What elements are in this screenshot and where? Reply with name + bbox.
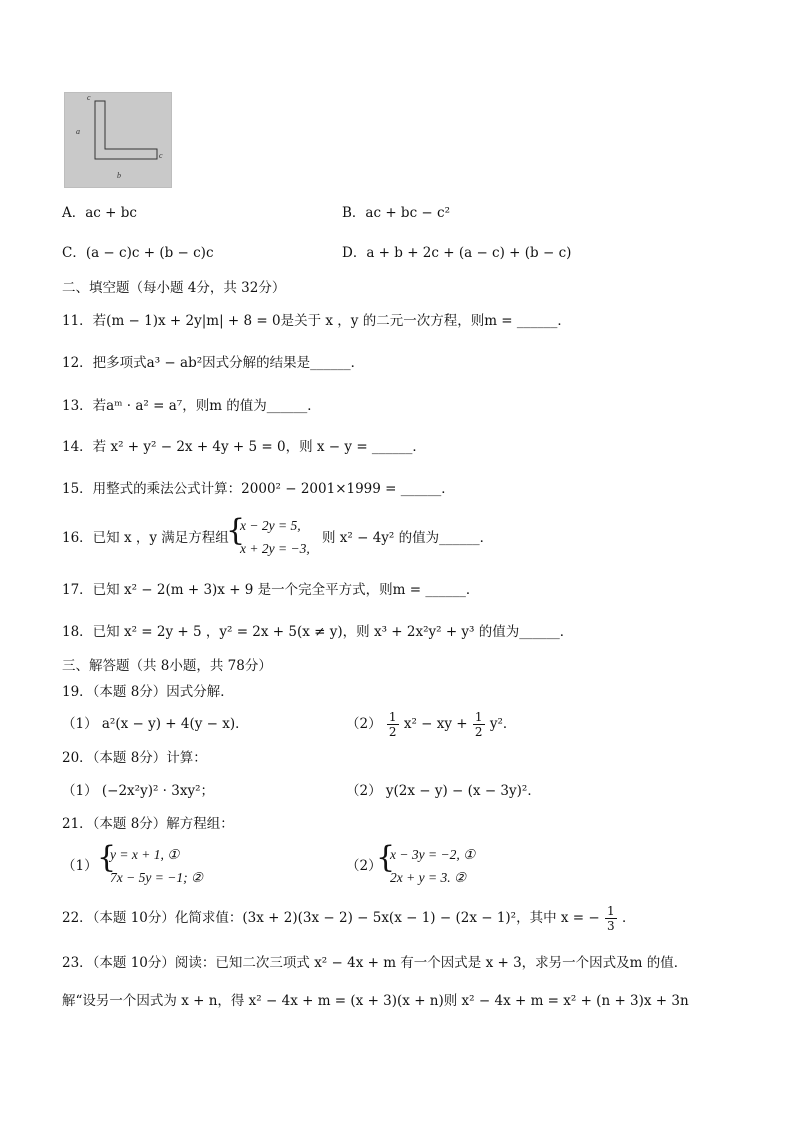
- q21-p2-brace: {: [376, 840, 396, 875]
- question-22: [62, 900, 635, 936]
- q19-frac1-num: 1: [388, 710, 397, 724]
- question-14: 14．若 x² + y² − 2x + 4y + 5 = 0，则 x − y = ______．: [62, 439, 426, 455]
- q19-p2-end: y²．: [489, 716, 517, 732]
- q21-p1-brace: {: [97, 840, 117, 875]
- q19-p2-label: （2）: [346, 716, 382, 732]
- question-15: 15．用整式的乘法公式计算：2000² − 2001×1999 = ______．: [62, 481, 455, 497]
- fig-label-b: b: [117, 171, 121, 180]
- question-20-part-1: （1） (−2x²y)² · 3xy²；: [62, 783, 214, 799]
- question-23-line-1: 23．（本题 10分）阅读：已知二次三项式 x² − 4x + m 有一个因式是 x + 3，求另一个因式及m 的值．: [62, 955, 688, 971]
- choice-a: A．ac + bc: [62, 205, 137, 221]
- fig-label-a: a: [76, 127, 80, 136]
- q21-p1-eq1: y = x + 1, ①: [110, 847, 180, 862]
- fig-label-c-right: c: [159, 151, 163, 160]
- q19-frac2-num: 1: [474, 710, 483, 724]
- question-13: 13．若aᵐ · a² = a⁷，则m 的值为______．: [62, 398, 321, 414]
- l-shape-figure: [64, 92, 172, 188]
- q22-frac-den: 3: [607, 919, 615, 933]
- question-19-part-1: （1） a²(x − y) + 4(y − x)．: [62, 716, 249, 732]
- q16-equation-2: x + 2y = −3,: [240, 541, 310, 556]
- section-3-heading: 三、解答题（共 8小题，共 78分）: [62, 658, 272, 674]
- q19-fraction-2: [473, 710, 485, 739]
- question-16-prefix: 16．已知 x ，y 满足方程组: [62, 530, 229, 546]
- q19-frac2-den: 2: [474, 725, 483, 739]
- question-12: 12．把多项式a³ − ab²因式分解的结果是______．: [62, 355, 365, 371]
- question-20-part-2: （2） y(2x − y) − (x − 3y)²．: [346, 783, 541, 799]
- fig-label-c-top: c: [87, 93, 91, 102]
- q22-fraction: [605, 904, 617, 933]
- q21-part-1-label: （1）: [62, 858, 98, 874]
- q16-equation-1: x − 2y = 5,: [240, 518, 301, 533]
- q22-text: 22．（本题 10分）化简求值：(3x + 2)(3x − 2) − 5x(x − 1) − (2x − 1)²，其中 x = −: [62, 910, 600, 926]
- question-11: 11．若(m − 1)x + 2y|m| + 8 = 0是关于 x ，y 的二元一次方程，则m = ______．: [62, 313, 571, 329]
- question-19-part-2: [346, 706, 516, 742]
- q22-end: ．: [621, 910, 636, 926]
- choice-c: C．(a − c)c + (b − c)c: [62, 245, 214, 261]
- q21-p2-eq1: x − 3y = −2, ①: [390, 847, 476, 862]
- question-19-title: 19．（本题 8分）因式分解．: [62, 684, 234, 700]
- question-18: 18．已知 x² = 2y + 5 ，y² = 2x + 5(x ≠ y)，则 x³ + 2x²y² + y³ 的值为______．: [62, 624, 574, 640]
- question-21-title: 21．（本题 8分）解方程组：: [62, 816, 234, 832]
- q21-p1-eq2: 7x − 5y = −1; ②: [110, 870, 204, 885]
- section-2-heading: 二、填空题（每小题 4分，共 32分）: [62, 280, 286, 296]
- question-23-line-2: 解“设另一个因式为 x + n，得 x² − 4x + m = (x + 3)(x + n)则 x² − 4x + m = x² + (n + 3)x + 3n: [62, 993, 689, 1009]
- question-16-suffix: 则 x² − 4y² 的值为______．: [322, 530, 494, 546]
- q21-part-2-label: （2）: [346, 858, 382, 874]
- q21-p2-eq2: 2x + y = 3. ②: [390, 870, 467, 885]
- choice-d: D．a + b + 2c + (a − c) + (b − c): [342, 245, 572, 261]
- choice-b: B．ac + bc − c²: [342, 205, 450, 221]
- question-20-title: 20．（本题 8分）计算：: [62, 750, 207, 766]
- q16-brace: {: [226, 513, 246, 548]
- q19-frac1-den: 2: [388, 725, 397, 739]
- q22-frac-num: 1: [607, 904, 615, 918]
- q19-fraction-1: [387, 710, 399, 739]
- q19-p2-mid: x² − xy +: [403, 716, 468, 732]
- question-17: 17．已知 x² − 2(m + 3)x + 9 是一个完全平方式，则m = ______．: [62, 582, 480, 598]
